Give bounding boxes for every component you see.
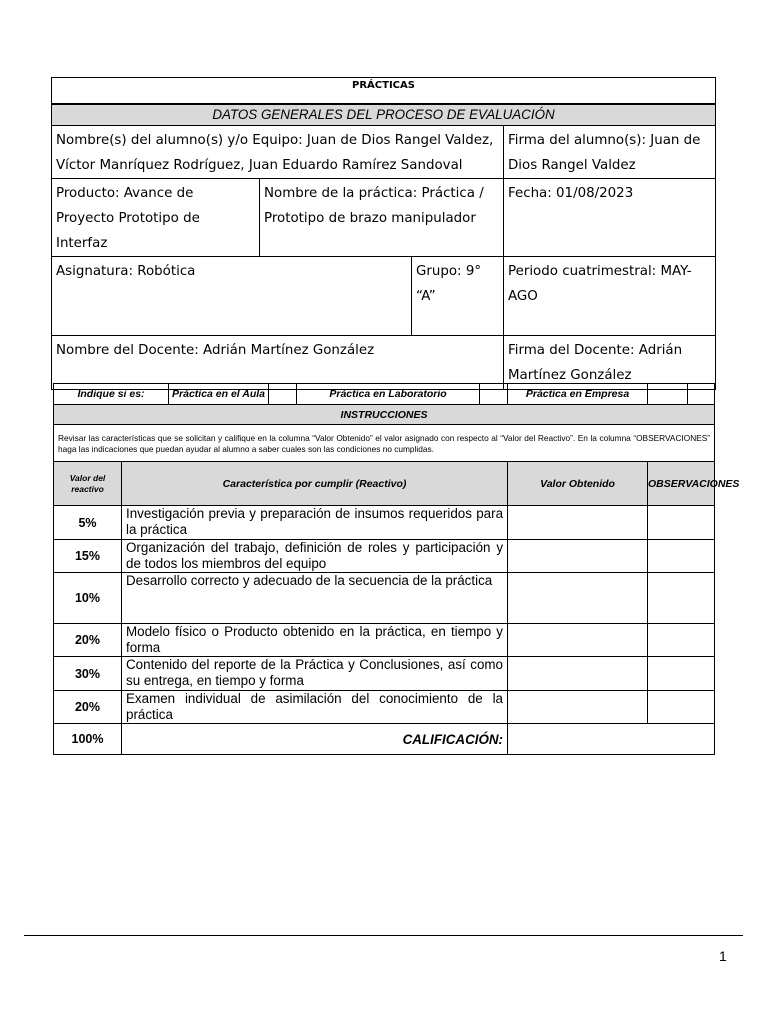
col-observaciones: OBSERVACIONES [648, 462, 715, 506]
aula-label: Práctica en el Aula [169, 384, 269, 405]
fecha-cell: Fecha: 01/08/2023 [504, 178, 716, 256]
instrucciones-text: Revisar las características que se solicitan y califique en la columna “Valor Obtenido” el valor asignado con respecto al “Valor del Reactivo”. En la columna “OBSERVACIONES” haga las indicaciones que puedan ayudar al alumno a saber cuales son las condiciones no cumplidas. [54, 425, 715, 462]
valor-obtenido-cell[interactable] [508, 506, 648, 540]
valor-reactivo: 10% [54, 573, 122, 624]
empresa-checkbox-extra[interactable] [688, 384, 715, 405]
reactivo-desc: Investigación previa y preparación de insumos requeridos para la práctica [122, 506, 508, 540]
valor-reactivo: 20% [54, 691, 122, 724]
reactivo-desc: Modelo físico o Producto obtenido en la práctica, en tiempo y forma [122, 624, 508, 657]
valor-obtenido-cell[interactable] [508, 573, 648, 624]
indique-label: Indique si es: [54, 384, 169, 405]
section-title: DATOS GENERALES DEL PROCESO DE EVALUACIÓN [52, 104, 716, 126]
reactivo-desc: Desarrollo correcto y adecuado de la secuencia de la práctica [122, 573, 508, 624]
reactivo-desc: Organización del trabajo, definición de roles y participación y de todos los miembros del equipo [122, 540, 508, 573]
alumnos-cell: Nombre(s) del alumno(s) y/o Equipo: Juan de Dios Rangel Valdez, Víctor Manríquez Rodríguez, Juan Eduardo Ramírez Sandoval [52, 125, 504, 178]
periodo-cell: Periodo cuatrimestral: MAY-AGO [504, 256, 716, 335]
footer-rule [24, 935, 743, 936]
valor-reactivo: 5% [54, 506, 122, 540]
firma-alumno-cell: Firma del alumno(s): Juan de Dios Rangel Valdez [504, 125, 716, 178]
observaciones-cell[interactable] [648, 573, 715, 624]
table-row [54, 506, 715, 540]
observaciones-cell[interactable] [648, 540, 715, 573]
docente-cell: Nombre del Docente: Adrián Martínez González [52, 335, 504, 389]
instrucciones-title: INSTRUCCIONES [54, 405, 715, 425]
reactivo-desc: Examen individual de asimilación del conocimiento de la práctica [122, 691, 508, 724]
grupo-cell: Grupo: 9° “A” [412, 256, 504, 335]
col-valor-obtenido: Valor Obtenido [508, 462, 648, 506]
laboratorio-checkbox[interactable] [480, 384, 508, 405]
observaciones-cell[interactable] [648, 657, 715, 691]
total-valor: 100% [54, 724, 122, 755]
aula-checkbox[interactable] [269, 384, 297, 405]
producto-cell: Producto: Avance de Proyecto Prototipo de Interfaz [52, 178, 260, 256]
table-row [54, 657, 715, 691]
valor-obtenido-cell[interactable] [508, 657, 648, 691]
page-number: 1 [719, 948, 727, 964]
col-valor-reactivo: Valor del reactivo [54, 462, 122, 506]
practicas-header: PRÁCTICAS [52, 78, 716, 104]
asignatura-cell: Asignatura: Robótica [52, 256, 412, 335]
calificacion-label: CALIFICACIÓN: [122, 724, 508, 755]
valor-obtenido-cell[interactable] [508, 691, 648, 724]
valor-reactivo: 30% [54, 657, 122, 691]
laboratorio-label: Práctica en Laboratorio [297, 384, 480, 405]
observaciones-cell[interactable] [648, 506, 715, 540]
rubric-table [53, 383, 740, 755]
table-row [54, 540, 715, 573]
empresa-checkbox[interactable] [648, 384, 688, 405]
valor-reactivo: 20% [54, 624, 122, 657]
valor-obtenido-cell[interactable] [508, 624, 648, 657]
nombre-practica-cell: Nombre de la práctica: Práctica / Prototipo de brazo manipulador [260, 178, 504, 256]
valor-obtenido-cell[interactable] [508, 540, 648, 573]
valor-reactivo: 15% [54, 540, 122, 573]
table-row [54, 573, 715, 624]
general-data-table [51, 77, 716, 390]
calificacion-value-cell[interactable] [508, 724, 715, 755]
table-row [54, 691, 715, 724]
observaciones-cell[interactable] [648, 624, 715, 657]
empresa-label: Práctica en Empresa [508, 384, 648, 405]
firma-docente-cell: Firma del Docente: Adrián Martínez González [504, 335, 716, 389]
observaciones-cell[interactable] [648, 691, 715, 724]
reactivo-desc: Contenido del reporte de la Práctica y Conclusiones, así como su entrega, en tiempo y forma [122, 657, 508, 691]
table-row [54, 624, 715, 657]
col-caracteristica: Característica por cumplir (Reactivo) [122, 462, 508, 506]
